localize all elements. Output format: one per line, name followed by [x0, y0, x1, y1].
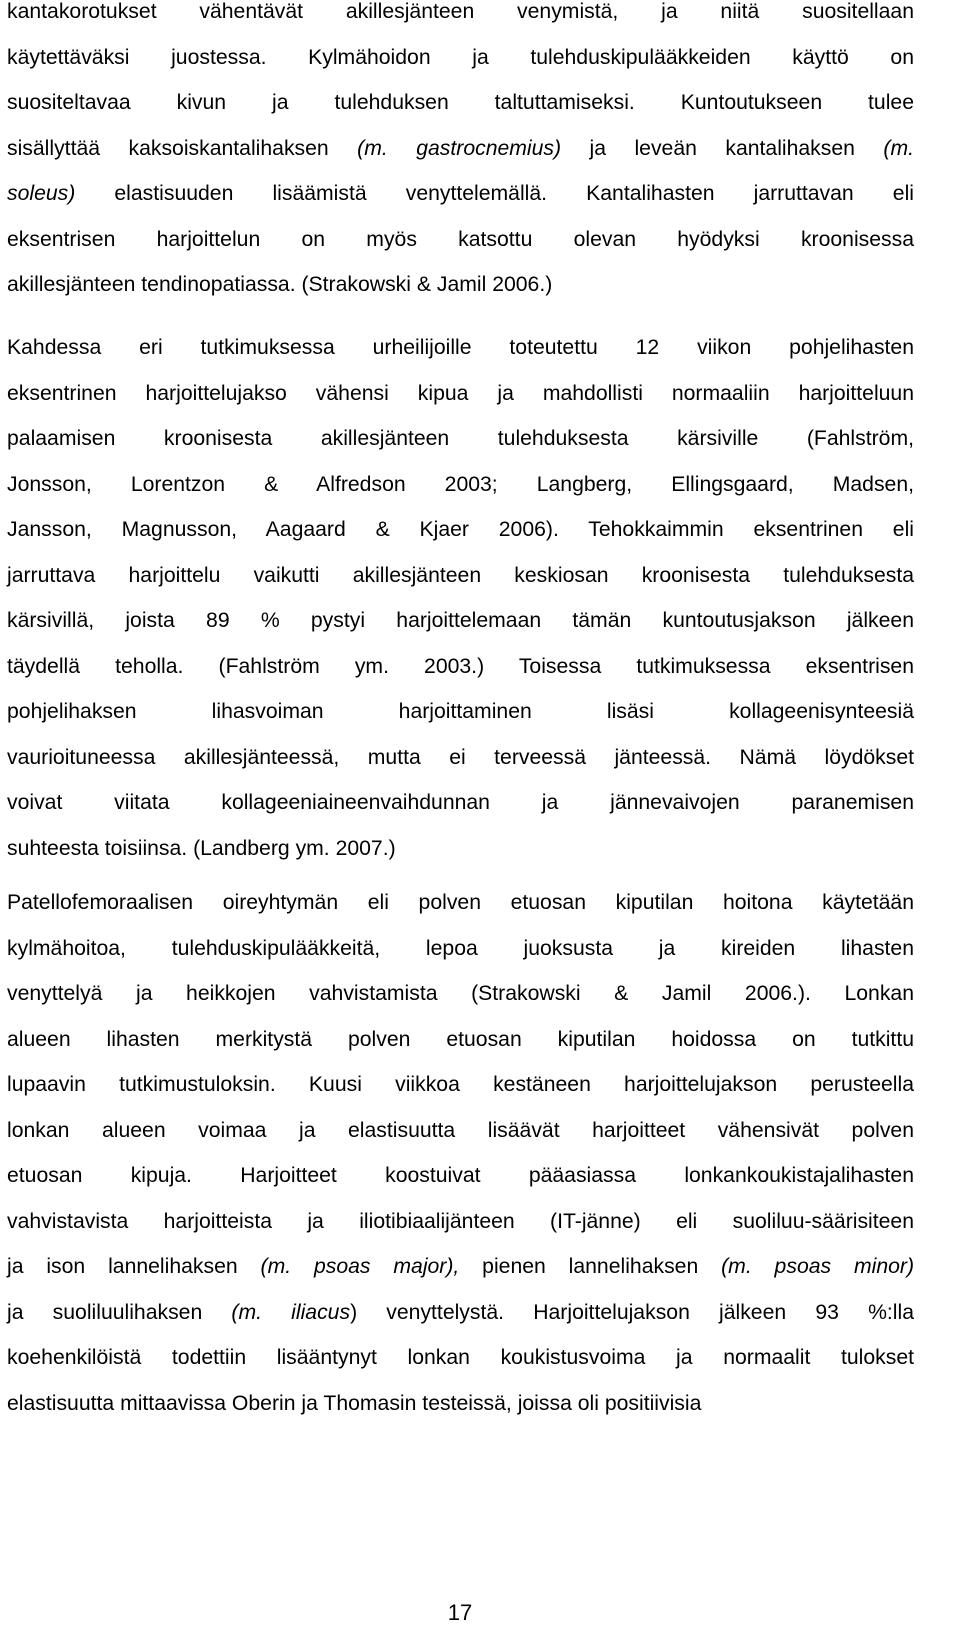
- text-line: [7, 1290, 914, 1336]
- text-line: [7, 971, 914, 1017]
- italic-term: (m. psoas major),: [260, 1255, 460, 1278]
- text-run: kylmähoitoa, tulehduskipulääkkeitä, lepoa juoksusta ja kireiden lihasten: [7, 936, 914, 960]
- text-run: täydellä teholla. (Fahlström ym. 2003.) Toisessa tutkimuksessa eksentrisen: [7, 654, 914, 678]
- text-run: jarruttava harjoittelu vaikutti akillesjänteen keskiosan kroonisesta tulehduksesta: [7, 563, 914, 587]
- text-line: [7, 1244, 914, 1290]
- text-run: etuosan kipuja. Harjoitteet koostuivat pääasiassa lonkankoukistajalihasten: [7, 1164, 914, 1187]
- text-run: alueen lihasten merkitystä polven etuosan kiputilan hoidossa on tutkittu: [7, 1027, 914, 1051]
- text-run: ) venyttelystä. Harjoittelujakson jälkeen 93 %:lla: [350, 1300, 914, 1324]
- text-run: vaurioituneessa akillesjänteessä, mutta ei terveessä jänteessä. Nämä löydökset: [7, 745, 914, 769]
- text-run: elastisuutta mittaavissa Oberin ja Thomasin testeissä, joissa oli positiivisia: [7, 1391, 702, 1415]
- text-run: suhteesta toisiinsa. (Landberg ym. 2007.): [7, 836, 396, 860]
- italic-term: (m. psoas minor): [721, 1255, 914, 1278]
- text-line: [7, 826, 914, 872]
- text-line: [7, 1017, 914, 1063]
- text-line: [7, 1199, 914, 1245]
- text-run: Jansson, Magnusson, Aagaard & Kjaer 2006). Tehokkaimmin eksentrinen eli: [7, 518, 914, 541]
- text-run: lupaavin tutkimustuloksin. Kuusi viikkoa kestäneen harjoittelujakson perusteella: [7, 1073, 914, 1096]
- text-run: eksentrisen harjoittelun on myös katsottu olevan hyödyksi kroonisessa: [7, 227, 914, 251]
- italic-term: (m.: [883, 136, 914, 160]
- text-line: [7, 0, 914, 35]
- text-run: pohjelihaksen lihasvoiman harjoittaminen lisäsi kollageenisynteesiä: [7, 700, 914, 723]
- text-line: [7, 126, 914, 172]
- text-run: sisällyttää kaksoiskantalihaksen: [7, 136, 358, 160]
- italic-term: soleus): [7, 182, 76, 205]
- text-run: eksentrinen harjoittelujakso vähensi kipua ja mahdollisti normaaliin harjoitteluun: [7, 381, 914, 405]
- text-line: [7, 416, 914, 462]
- text-run: Kahdessa eri tutkimuksessa urheilijoille toteutettu 12 viikon pohjelihasten: [7, 336, 914, 359]
- text-line: [7, 507, 914, 553]
- text-run: koehenkilöistä todettiin lisääntynyt lonkan koukistusvoima ja normaalit tulokset: [7, 1346, 914, 1369]
- text-line: [7, 1108, 914, 1154]
- text-run: pienen lannelihaksen: [459, 1255, 722, 1278]
- text-run: voivat viitata kollageeniaineenvaihdunnan ja jännevaivojen paranemisen: [7, 791, 914, 814]
- text-line: [7, 780, 914, 826]
- text-run: venyttelyä ja heikkojen vahvistamista (Strakowski & Jamil 2006.). Lonkan: [7, 982, 914, 1005]
- text-run: elastisuuden lisäämistä venyttelemällä. Kantalihasten jarruttavan eli: [75, 182, 914, 205]
- page-number: 17: [447, 1600, 473, 1625]
- paragraph-eccentric-training: [7, 325, 914, 871]
- text-line: [7, 371, 914, 417]
- italic-term: (m. iliacus: [231, 1300, 351, 1324]
- text-run: ja ison lannelihaksen: [7, 1255, 261, 1278]
- text-line: [7, 598, 914, 644]
- text-run: ja suoliluulihaksen: [7, 1300, 232, 1324]
- text-line: [7, 1153, 914, 1199]
- text-line: [7, 926, 914, 972]
- text-line: [7, 217, 914, 263]
- text-line: [7, 171, 914, 217]
- text-run: suositeltavaa kivun ja tulehduksen taltuttamiseksi. Kuntoutukseen tulee: [7, 91, 914, 114]
- text-line: [7, 262, 914, 308]
- text-run: kärsivillä, joista 89 % pystyi harjoittelemaan tämän kuntoutusjakson jälkeen: [7, 609, 914, 632]
- text-run: käytettäväksi juostessa. Kylmähoidon ja tulehduskipulääkkeiden käyttö on: [7, 45, 914, 69]
- text-run: vahvistavista harjoitteista ja iliotibiaalijänteen (IT-jänne) eli suoliluu-säärisiteen: [7, 1209, 914, 1233]
- text-line: [7, 553, 914, 599]
- text-line: [7, 35, 914, 81]
- text-line: [7, 462, 914, 508]
- text-line: [7, 689, 914, 735]
- text-line: [7, 735, 914, 781]
- italic-term: (m. gastrocnemius): [357, 136, 562, 160]
- text-line: [7, 880, 914, 926]
- text-run: kantakorotukset vähentävät akillesjänteen venymistä, ja niitä suositellaan: [7, 0, 914, 23]
- paragraph-achilles-treatment: [7, 0, 914, 308]
- text-line: [7, 644, 914, 690]
- paragraph-patellofemoral: [7, 880, 914, 1426]
- text-run: Jonsson, Lorentzon & Alfredson 2003; Langberg, Ellingsgaard, Madsen,: [7, 472, 914, 496]
- text-run: akillesjänteen tendinopatiassa. (Strakowski & Jamil 2006.): [7, 273, 553, 296]
- text-line: [7, 80, 914, 126]
- text-line: [7, 1381, 914, 1427]
- text-line: [7, 325, 914, 371]
- text-run: ja leveän kantalihaksen: [561, 136, 884, 160]
- text-line: [7, 1062, 914, 1108]
- text-run: Patellofemoraalisen oireyhtymän eli polven etuosan kiputilan hoitona käytetään: [7, 891, 914, 914]
- text-line: [7, 1335, 914, 1381]
- text-run: lonkan alueen voimaa ja elastisuutta lisäävät harjoitteet vähensivät polven: [7, 1118, 914, 1142]
- text-run: palaamisen kroonisesta akillesjänteen tulehduksesta kärsiville (Fahlström,: [7, 427, 914, 450]
